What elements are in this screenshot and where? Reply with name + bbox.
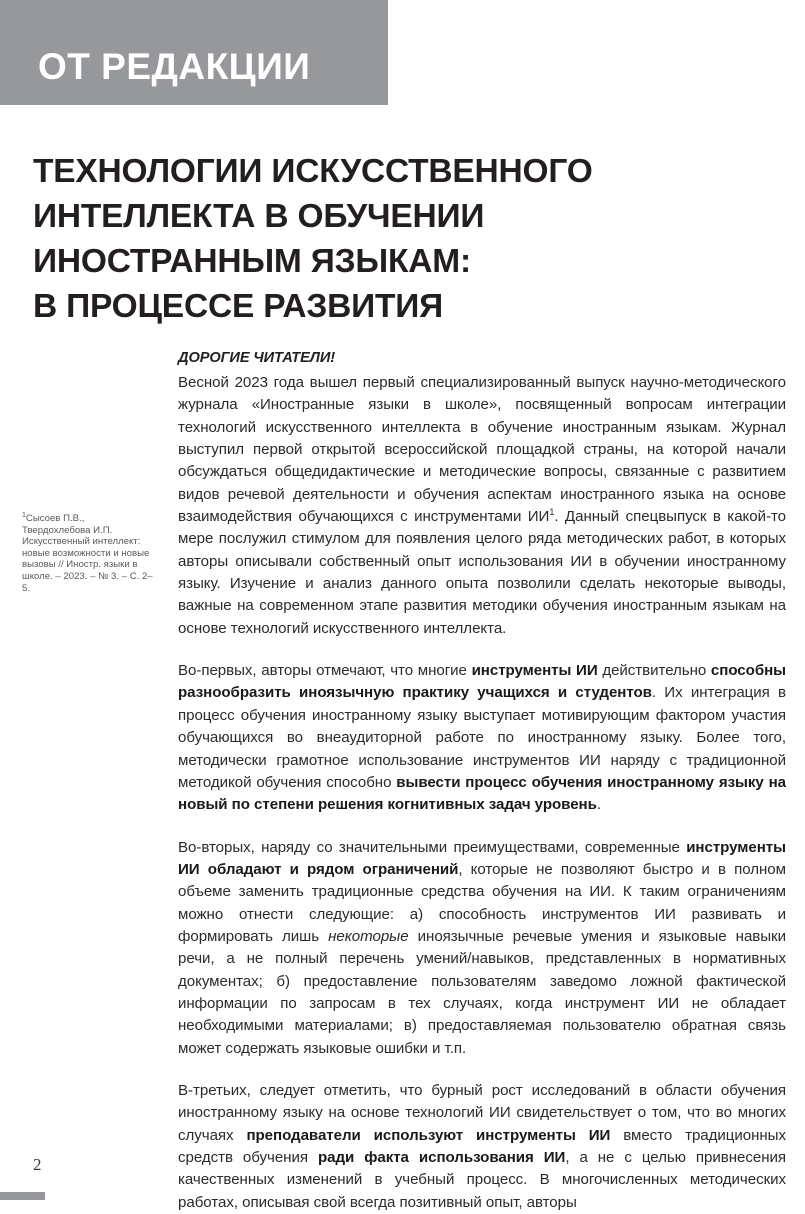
- footnote: [22, 513, 154, 594]
- article-body: [178, 348, 786, 1214]
- emphasis-bold: преподаватели используют инструменты ИИ: [246, 1126, 611, 1144]
- emphasis-bold: инструменты ИИ обладают и рядом ограничений: [178, 838, 786, 878]
- emphasis-bold: ради факта использования ИИ: [317, 1149, 566, 1166]
- paragraph-p2: Во-первых, авторы отмечают, что многие инструменты ИИ действительно способны разнообразить иноязычную практику учащихся и студентов. Их интеграция в процесс обучения иностранному языку выступает мотивирующим фактором участия обучающихся во внеаудиторной работе по иностранному языку. Более того, методически грамотное использование инструментов ИИ наряду с традиционной методикой обучения способно вывести процесс обучения иностранному языку на новый по степени решения когнитивных задач уровень.: [178, 662, 787, 814]
- paragraph-p4: В-третьих, следует отметить, что бурный рост исследований в области обучения иностранному языку на основе технологий ИИ свидетельствует о том, что во многих случаях преподаватели используют инструменты ИИ вместо традиционных средств обучения ради факта использования ИИ, а не с целью привнесения качественных изменений в учебный процесс. В многочисленных методических работах, описывая свой всегда позитивный опыт, авторы: [178, 1081, 787, 1211]
- article-title-line-4: В ПРОЦЕССЕ РАЗВИТИЯ: [33, 288, 444, 326]
- emphasis-bold: инструменты ИИ: [471, 662, 598, 680]
- footnote-text: Сысоев П.В., Твердохлебова И.П. Искусственный интеллект: новые возможности и новые вызовы // Иностр. языки в школе. – 2023. – № 3. – С. 2–5.: [22, 513, 153, 594]
- emphasis-bold: способны разнообразить иноязычную практику учащихся и студентов: [178, 662, 786, 702]
- paragraph-list: [178, 372, 786, 1214]
- page-number: 2: [33, 1155, 42, 1174]
- emphasis-bold: вывести процесс обучения иностранному языку на новый по степени решения когнитивных задач уровень: [178, 773, 787, 814]
- emphasis-sup: 1: [549, 507, 555, 518]
- article-title-line-3: ИНОСТРАННЫМ ЯЗЫКАМ:: [33, 243, 471, 281]
- section-banner: [0, 0, 388, 105]
- emphasis-italic: некоторые: [328, 927, 409, 945]
- article-title-line-2: ИНТЕЛЛЕКТА В ОБУЧЕНИИ: [33, 198, 485, 236]
- article-title: [33, 149, 693, 329]
- article-lede: ДОРОГИЕ ЧИТАТЕЛИ!: [178, 350, 335, 366]
- section-banner-label: ОТ РЕДАКЦИИ: [38, 46, 311, 87]
- paragraph-p3: Во-вторых, наряду со значительными преимуществами, современные инструменты ИИ обладают и рядом ограничений, которые не позволяют быстро и в полном объеме заменить традиционные средства обучения на ИИ. К таким ограничениям можно отнести следующие: а) способность инструментов ИИ развивать и формировать лишь некоторые иноязычные речевые умения и языковые навыки речи, а не полный перечень умений/навыков, представленных в нормативных документах; б) предоставление пользователям заведомо ложной фактической информации по запросам в тех случаях, когда инструмент ИИ не обладает необходимыми материалами; в) предоставляемая пользователю обратная связь может содержать языковые ошибки и т.п.: [178, 838, 786, 1057]
- footnote-marker: 1: [22, 511, 26, 519]
- paragraph-p1: Весной 2023 года вышел первый специализированный выпуск научно-методического журнала «Иностранные языки в школе», посвященный вопросам интеграции технологий искусственного интеллекта в обучение иностранным языкам. Журнал выступил первой открытой всероссийской площадкой страны, на которой начали обсуждаться общедидактические и методические вопросы, связанные с развитием видов речевой деятельности и обучения аспектам иностранного языка на основе взаимодействия обучающихся с инструментами $ИИ^1$. Данный спецвыпуск в какой-то мере послужил стимулом для появления целого ряда методических работ, в которых авторы описывали собственный опыт использования ИИ в обучении иностранному языку. Изучение и анализ данного опыта позволили сделать некоторые выводы, важные на современном этапе развития методики обучения иностранным языкам на основе технологий искусственного интеллекта.: [178, 374, 786, 637]
- footer-accent-bar: [0, 1192, 45, 1200]
- article-title-line-1: ТЕХНОЛОГИИ ИСКУССТВЕННОГО: [33, 153, 593, 191]
